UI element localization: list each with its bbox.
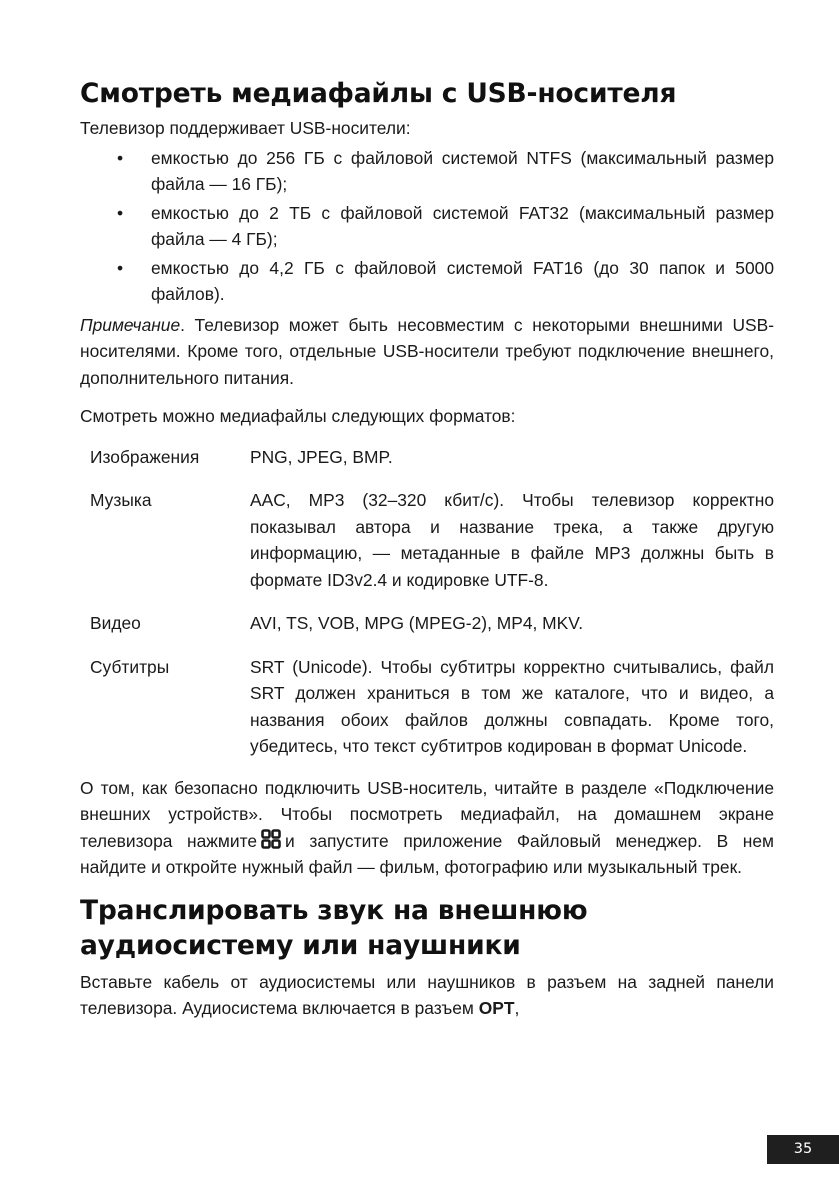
apps-grid-icon — [261, 829, 281, 849]
format-type: Музыка — [90, 490, 152, 510]
page-number: 35 — [767, 1135, 839, 1164]
table-row — [90, 487, 774, 610]
format-desc: AAC, MP3 (32–320 кбит/с). Чтобы телевизор корректно показывал автора и название трека, а также другую информацию, — метаданные в файле MP3 должны быть в формате ID3v2.4 и кодировке UTF-8. — [250, 490, 774, 590]
note-text: . Телевизор может быть несовместим с некоторыми внешними USB-носителями. Кроме того, отдельные USB-носители требуют подключение внешнего, дополнительного питания. — [80, 314, 774, 388]
list-item — [80, 145, 774, 198]
audio-text: Вставьте кабель от аудиосистемы или наушников в разъем на задней панели телевизора. Аудиосистема включается в разъем — [80, 971, 774, 1018]
format-type: Изображения — [90, 446, 200, 467]
table-row — [90, 610, 774, 654]
page-content — [80, 76, 774, 1022]
opt-port-label: OPT — [478, 998, 515, 1018]
howto-text-end: и запустите приложение Файловый менеджер. В нем найдите и откройте нужный файл — фильм, фотографию или музыкальный трек. — [80, 830, 774, 877]
format-type: Субтитры — [90, 656, 170, 677]
format-desc: AVI, TS, VOB, MPG (MPEG-2), MP4, MKV. — [250, 613, 584, 633]
usb-intro: Телевизор поддерживает USB-носители: — [80, 118, 411, 138]
howto-text-start: О том, как безопасно подключить USB-носитель, читайте в разделе «Подключение внешних устройств». Чтобы посмотреть медиафайл, на домашнем экране телевизора нажмите — [80, 777, 774, 851]
note-paragraph — [80, 312, 774, 392]
usb-capacity-list — [80, 145, 774, 308]
list-item-text: емкостью до 256 ГБ с файловой системой NTFS (максимальный размер файла — 16 ГБ); — [151, 147, 774, 194]
bullet-icon: • — [117, 147, 124, 168]
format-type: Видео — [90, 613, 141, 633]
formats-intro: Смотреть можно медиафайлы следующих форматов: — [80, 406, 516, 426]
bullet-icon: • — [117, 202, 124, 223]
list-item — [80, 255, 774, 308]
format-desc: PNG, JPEG, BMP. — [250, 446, 393, 467]
format-desc: SRT (Unicode). Чтобы субтитры корректно считывались, файл SRT должен храниться в том же каталоге, что и видео, а названия обоих файлов должны совпадать. Кроме того, убедитесь, что текст субтитров кодирован в формат Unicode. — [250, 656, 774, 756]
table-row — [90, 654, 774, 777]
section-title-audio: Транслировать звук на внешнюю аудиосистему или наушники — [80, 894, 588, 961]
list-item — [80, 200, 774, 253]
list-item-text: емкостью до 2 ТБ с файловой системой FAT32 (максимальный размер файла — 4 ГБ); — [151, 202, 774, 249]
audio-paragraph — [80, 969, 774, 1022]
formats-table — [90, 444, 774, 777]
table-row — [90, 444, 774, 488]
usb-howto-paragraph — [80, 775, 774, 881]
note-label: Примечание — [80, 314, 181, 335]
bullet-icon: • — [117, 257, 124, 278]
section-title-usb: Смотреть медиафайлы с USB-носителя — [80, 78, 677, 109]
audio-text-end: , — [514, 998, 520, 1018]
list-item-text: емкостью до 4,2 ГБ с файловой системой FAT16 (до 30 папок и 5000 файлов). — [151, 257, 774, 304]
